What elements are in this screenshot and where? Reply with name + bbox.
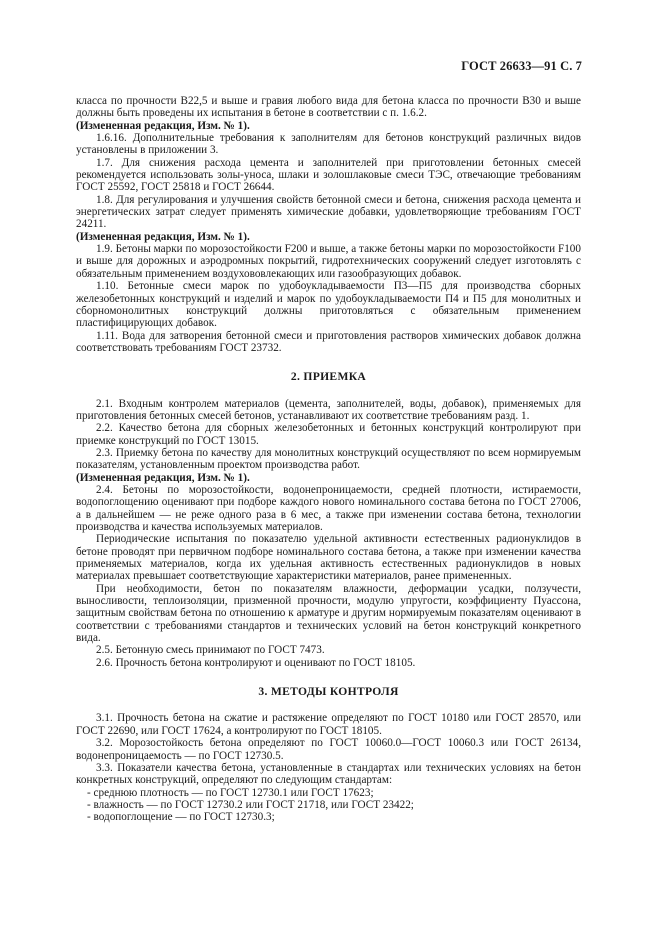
paragraph: При необходимости, бетон по показателям влажности, деформации усадки, ползучести, выносливости, теплоизоляции, призменной прочности, модулю упругости, коэффициенту Пуассона, защитным свойствам бетона по отношению к арматуре и другим нормируемым показателям оценивают в соответствии с требованиями стандартов и технических условий на бетон конструкций конкретного вида. [76, 582, 581, 645]
list-item: - среднюю плотность — по ГОСТ 12730.1 или ГОСТ 17623; [87, 786, 374, 799]
paragraph: 2.5. Бетонную смесь принимают по ГОСТ 7473. [96, 644, 325, 657]
paragraph: 1.9. Бетоны марки по морозостойкости F200 и выше, а также бетоны марки по морозостойкости F100 и выше для дорожных и аэродромных покрытий, гидротехнических сооружений следует изготовлять с обязательным применением воздухововлекающих или газообразующих добавок. [76, 243, 581, 280]
page-header: ГОСТ 26633—91 С. 7 [461, 59, 582, 73]
paragraph: 3.2. Морозостойкость бетона определяют по ГОСТ 10060.0—ГОСТ 10060.3 или ГОСТ 26134, водонепроницаемость — по ГОСТ 12730.5. [76, 737, 581, 762]
amendment-note: (Измененная редакция, Изм. № 1). [76, 471, 250, 484]
paragraph: 2.1. Входным контролем материалов (цемента, заполнителей, воды, добавок), применяемых для приготовления бетонных смесей бетонов, устанавливают их соответствие требованиям разд. 1. [76, 397, 581, 422]
section-3-title: 3. МЕТОДЫ КОНТРОЛЯ [258, 685, 399, 699]
list-item: - влажность — по ГОСТ 12730.2 или ГОСТ 21718, или ГОСТ 23422; [87, 798, 414, 811]
paragraph: 2.3. Приемку бетона по качеству для монолитных конструкций осуществляют по всем нормируемым показателям, установленным проектом производства работ. [76, 446, 581, 472]
paragraph: 2.6. Прочность бетона контролируют и оценивают по ГОСТ 18105. [96, 656, 416, 669]
section-2-body [76, 398, 581, 670]
paragraph: 3.3. Показатели качества бетона, установленные в стандартах или технических условиях на бетон конкретных конструкций, определяют по следующим стандартам: [76, 761, 581, 787]
paragraph: 1.7. Для снижения расхода цемента и заполнителей при приготовлении бетонных смесей рекомендуется использовать золы-уноса, шлаки и золошлаковые смеси ТЭС, отвечающие требованиям ГОСТ 25592, ГОСТ 25818 и ГОСТ 26644. [76, 156, 581, 194]
amendment-note: (Измененная редакция, Изм. № 1). [76, 119, 250, 132]
section-3-body [76, 712, 581, 823]
paragraph: 1.10. Бетонные смеси марок по удобоукладываемости П3—П5 для производства сборных железобетонных конструкций и изделий и марок по удобоукладываемости П4 и П5 для монолитных и сборномонолитных конструкций должны приготовляться с обязательным применением пластифицирующих добавок. [76, 280, 581, 330]
paragraph: класса по прочности В22,5 и выше и гравия любого вида для бетона класса по прочности В30 и выше должны быть проведены их испытания в бетоне в соответствии с п. 1.6.2. [76, 95, 581, 120]
paragraph: Периодические испытания по показателю удельной активности естественных радионуклидов в бетоне проводят при первичном подборе номинального состава бетона, а также при изменении качества применяемых материалов, когда их удельная активность естественных радионуклидов в новых материалах превышает соответствующие характеристики материалов, ранее примененных. [76, 533, 581, 583]
amendment-note: (Измененная редакция, Изм. № 1). [76, 230, 250, 243]
document-body [76, 95, 581, 824]
paragraph: 3.1. Прочность бетона на сжатие и растяжение определяют по ГОСТ 10180 или ГОСТ 28570, или ГОСТ 22690, или ГОСТ 17624, а контролируют по ГОСТ 18105. [76, 712, 581, 737]
paragraph: 1.6.16. Дополнительные требования к заполнителям для бетонов конструкций различных видов установлены в приложении 3. [76, 132, 581, 157]
paragraph: 2.2. Качество бетона для сборных железобетонных и бетонных конструкций контролируют при приемке конструкций по ГОСТ 13015. [76, 422, 581, 447]
list-item: - водопоглощение — по ГОСТ 12730.3; [87, 811, 275, 824]
paragraph: 2.4. Бетоны по морозостойкости, водонепроницаемости, средней плотности, истираемости, водопоглощению оценивают при подборе каждого нового номинального состава бетона по ГОСТ 27006, а в дальнейшем — не реже одного раза в 6 мес, а также при изменении состава бетона, технологии производства и качества используемых материалов. [76, 483, 581, 533]
paragraph: 1.11. Вода для затворения бетонной смеси и приготовления растворов химических добавок должна соответствовать требованиям ГОСТ 23732. [76, 329, 581, 354]
paragraph: 1.8. Для регулирования и улучшения свойств бетонной смеси и бетона, снижения расхода цемента и энергетических затрат следует применять химические добавки, удовлетворяющие требованиям ГОСТ 24211. [76, 193, 581, 231]
section-1-continuation [76, 95, 581, 354]
section-2-title: 2. ПРИЕМКА [290, 370, 367, 384]
